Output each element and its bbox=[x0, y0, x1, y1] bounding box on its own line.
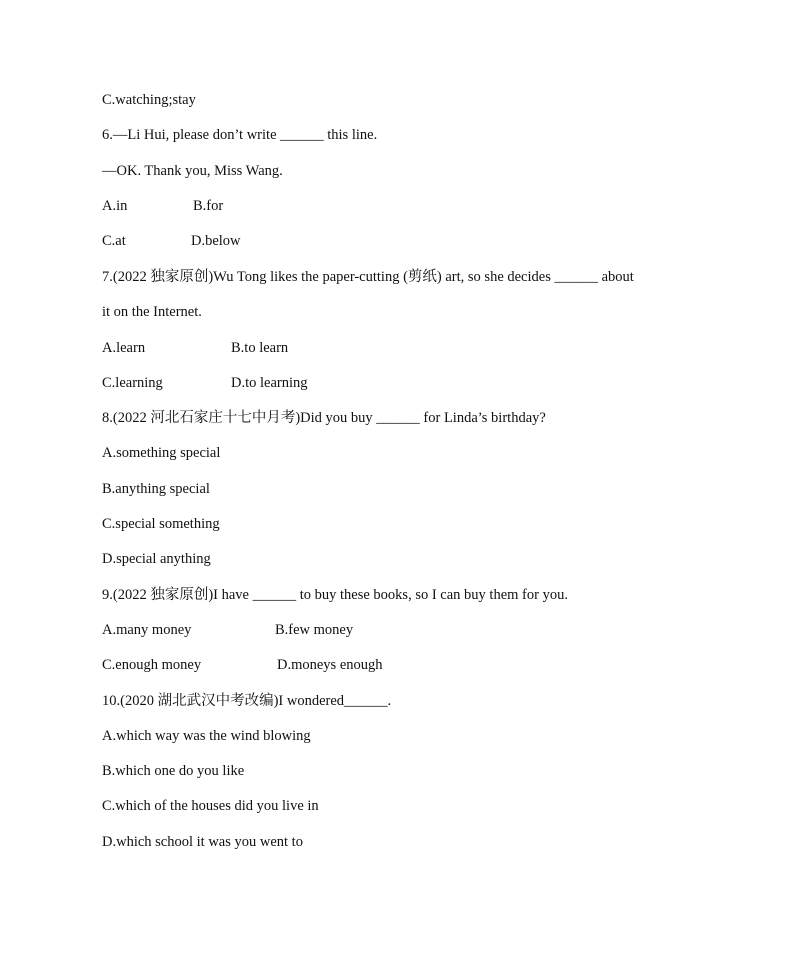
q5-option-c: C.watching;stay bbox=[102, 92, 196, 108]
question-7: 7.(2022 独家原创)Wu Tong likes the paper-cutting (剪纸) art, so she decides ______ about bbox=[102, 269, 634, 285]
q7-option-c: C.learning bbox=[102, 375, 163, 391]
q7-option-a: A.learn bbox=[102, 340, 146, 356]
q10-option-d: D.which school it was you went to bbox=[102, 834, 303, 850]
q8-option-a: A.something special bbox=[102, 445, 221, 461]
q8-option-d: D.special anything bbox=[102, 551, 211, 567]
q9-option-b: B.few money bbox=[275, 622, 354, 638]
q6-option-c: C.at bbox=[102, 233, 126, 249]
question-8: 8.(2022 河北石家庄十七中月考)Did you buy ______ for Linda’s birthday? bbox=[102, 410, 546, 426]
question-10: 10.(2020 湖北武汉中考改编)I wondered______. bbox=[102, 693, 392, 709]
q10-option-a: A.which way was the wind blowing bbox=[102, 728, 311, 744]
q7-option-b: B.to learn bbox=[231, 340, 289, 356]
q10-option-c: C.which of the houses did you live in bbox=[102, 798, 319, 814]
question-6: 6.—Li Hui, please don’t write ______ this line. bbox=[102, 127, 378, 143]
q9-option-c: C.enough money bbox=[102, 657, 202, 673]
q6-option-b: B.for bbox=[193, 198, 224, 214]
q8-option-b: B.anything special bbox=[102, 481, 210, 497]
question-7-continued: it on the Internet. bbox=[102, 304, 202, 320]
q9-option-a: A.many money bbox=[102, 622, 192, 638]
q9-option-d: D.moneys enough bbox=[277, 657, 383, 673]
q6-option-d: D.below bbox=[191, 233, 241, 249]
q7-option-d: D.to learning bbox=[231, 375, 308, 391]
q8-option-c: C.special something bbox=[102, 516, 220, 532]
question-6-reply: —OK. Thank you, Miss Wang. bbox=[102, 163, 283, 179]
q10-option-b: B.which one do you like bbox=[102, 763, 245, 779]
q6-option-a: A.in bbox=[102, 198, 128, 214]
question-9: 9.(2022 独家原创)I have ______ to buy these books, so I can buy them for you. bbox=[102, 587, 568, 603]
